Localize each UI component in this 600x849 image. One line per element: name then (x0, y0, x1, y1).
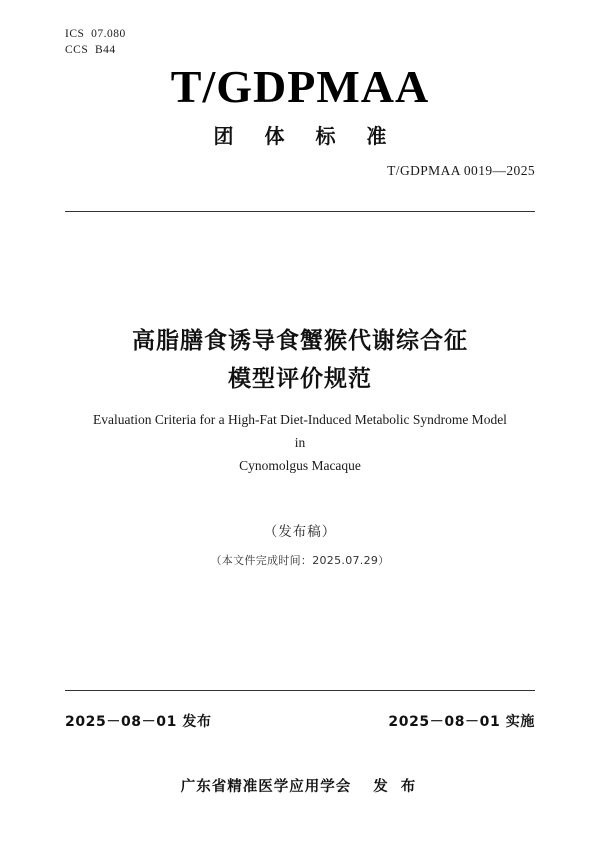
page-title-en (88, 408, 512, 477)
classification-codes (65, 26, 126, 58)
ics-code: ICS 07.080 (65, 28, 126, 40)
divider-top (65, 211, 535, 212)
publisher-name: 广东省精准医学应用学会 (180, 779, 352, 795)
standard-number: T/GDPMAA 0019—2025 (387, 163, 535, 178)
page-title-cn-line1: 高脂膳食诱导食蟹猴代谢综合征 (132, 328, 468, 354)
issue-date: 2025－08－01 发布 (65, 714, 212, 730)
implementation-date: 2025－08－01 实施 (388, 714, 535, 730)
standard-mark: T/GDPMAA (170, 61, 430, 112)
divider-bottom (65, 690, 535, 691)
page-title-en-line1: Evaluation Criteria for a High-Fat Diet-Induced Metabolic Syndrome Model in (93, 412, 507, 450)
standard-mark-block (0, 60, 600, 149)
completion-date-note: （本文件完成时间：2025.07.29） (210, 554, 390, 567)
publish-verb: 发 布 (373, 779, 420, 795)
publisher-block (0, 775, 600, 796)
ccs-code: CCS B44 (65, 44, 116, 56)
page-title-cn-line2: 模型评价规范 (228, 366, 372, 392)
standard-type-label: 团 体 标 准 (213, 124, 399, 148)
page-title-en-line2: Cynomolgus Macaque (239, 458, 361, 473)
release-status-note: （发布稿） (263, 524, 337, 540)
page-title-cn (0, 322, 600, 398)
